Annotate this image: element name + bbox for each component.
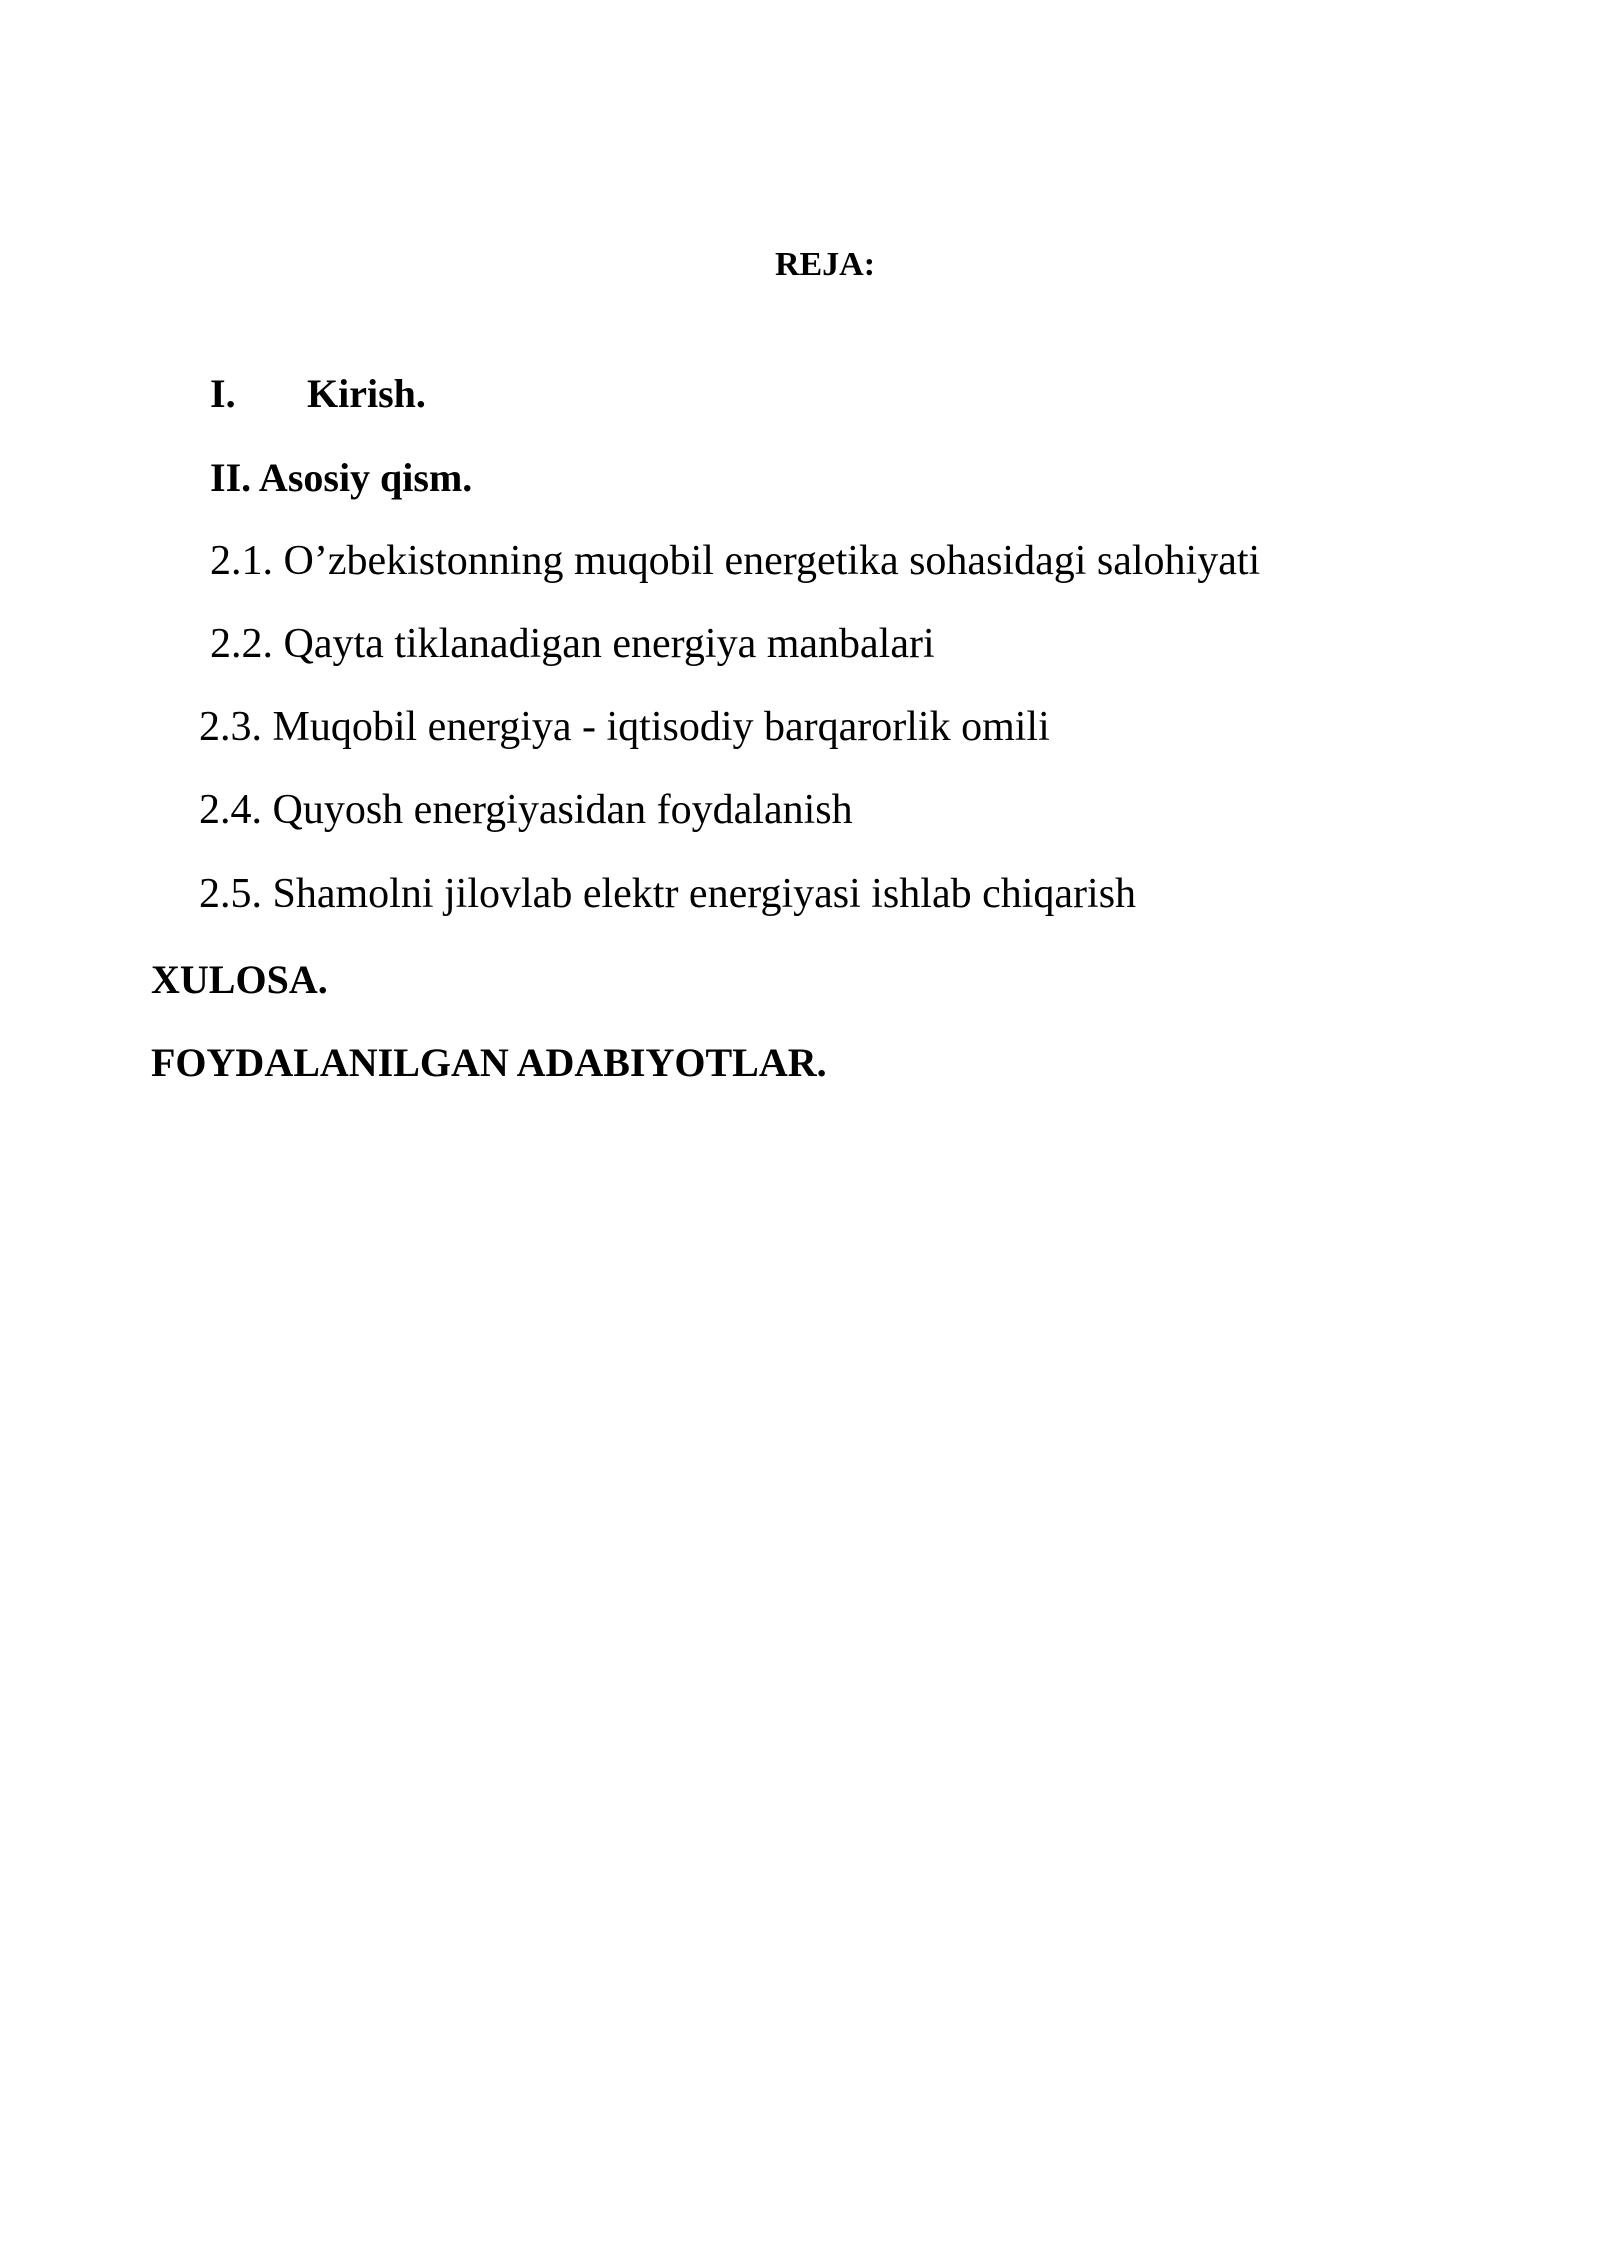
section-intro-label: Kirish. [307, 371, 426, 416]
section-main: II. Asosiy qism. [210, 455, 473, 500]
section-intro-number: I. [210, 371, 236, 416]
subsection-2-5: 2.5. Shamolni jilovlab elektr energiyasi ishlab chiqarish [199, 871, 1137, 917]
subsection-2-2: 2.2. Qayta tiklanadigan energiya manbalari [210, 621, 935, 667]
subsection-2-1: 2.1. O’zbekistonning muqobil energetika sohasidagi salohiyati [210, 538, 1261, 584]
subsection-2-4: 2.4. Quyosh energiyasidan foydalanish [199, 787, 853, 833]
subsection-2-3: 2.3. Muqobil energiya - iqtisodiy barqarorlik omili [199, 704, 1050, 750]
section-references: FOYDALANILGAN ADABIYOTLAR. [151, 1040, 827, 1085]
section-conclusion: XULOSA. [151, 957, 328, 1002]
page-title: REJA: [774, 246, 876, 283]
section-intro [210, 371, 426, 416]
